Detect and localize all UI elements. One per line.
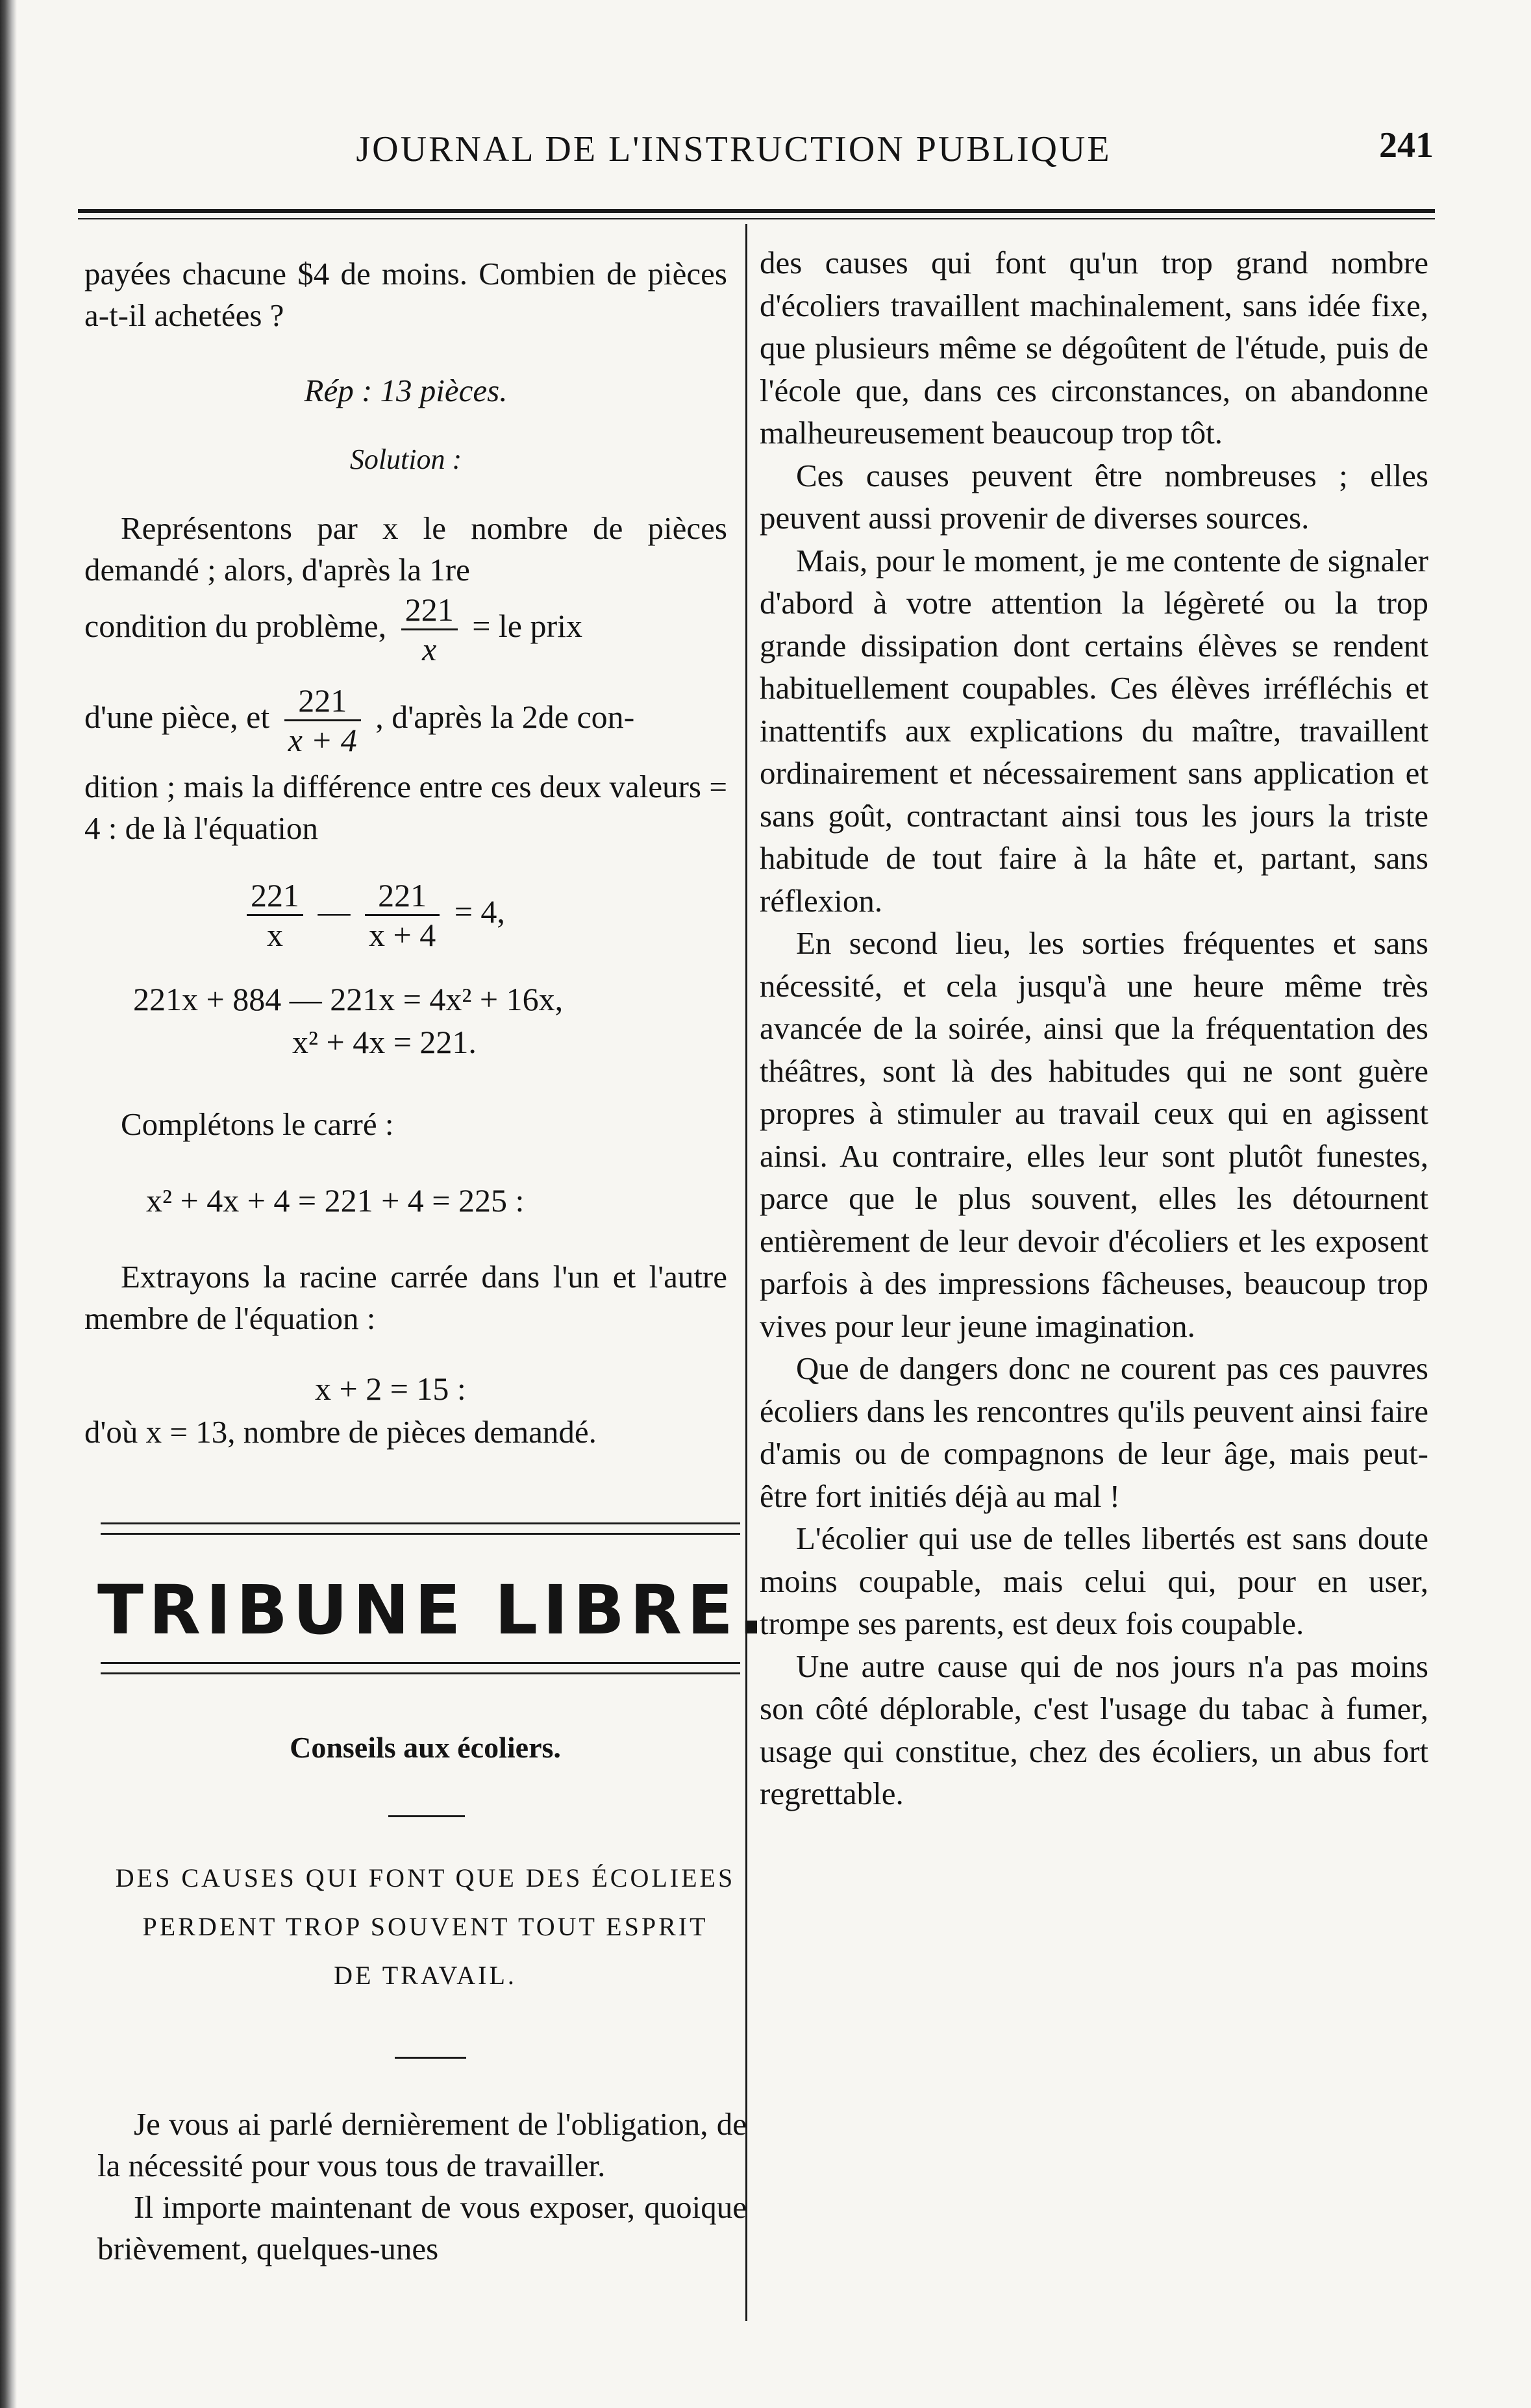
eq-fraction-a bbox=[247, 876, 303, 954]
article-title bbox=[97, 1727, 753, 1769]
right-p6: L'écolier qui use de telles libertés est sans doute moins coupable, mais celui qui, pour en user, trompe ses parents, est deux fois coupable. bbox=[760, 1521, 1428, 1641]
column-divider bbox=[745, 224, 747, 2321]
section-rule-bottom-1 bbox=[101, 1662, 740, 1664]
right-p1: des causes qui font qu'un trop grand nombre d'écoliers travaillent machinalement, sans idée fixe, que plusieurs même se dégoûtent de l'étude, puis de l'école que, dans ces circonstances, on abandonne malheureusement beaucoup trop tôt. bbox=[760, 245, 1428, 451]
right-p4: En second lieu, les sorties fréquentes et sans nécessité, et cela jusqu'à une heure même très avancée de la soirée, ainsi que la fréquentation des théâtres, sont là des habitudes qui ne sont guère propres à stimuler au travail ceux qui en agissent ainsi. Au contraire, elles leur sont plutôt funestes, parce que le plus souvent, elles les détournent entièrement de leur devoir d'écoliers et les exposent parfois à des impressions fâcheuses, beaucoup trop vives pour leur jeune imagination. bbox=[760, 925, 1428, 1344]
frac2-den: x + 4 bbox=[288, 722, 357, 758]
piece-suffix: , d'après la 2de con- bbox=[375, 698, 635, 735]
minus-sign: — bbox=[317, 893, 351, 930]
frac1-num: 221 bbox=[401, 591, 458, 630]
article-title-text: Conseils aux écoliers. bbox=[290, 1731, 561, 1764]
right-p2: Ces causes peuvent être nombreuses ; elles peuvent aussi provenir de diverses sources. bbox=[760, 457, 1428, 536]
body1-text: Je vous ai parlé dernièrement de l'obligation, de la nécessité pour vous tous de travailler. bbox=[97, 2106, 747, 2183]
answer bbox=[84, 370, 727, 412]
solution-label-text: Solution : bbox=[349, 443, 462, 475]
para2-text: dition ; mais la différence entre ces deux valeurs = 4 : de là l'équation bbox=[84, 769, 727, 846]
eq-frac-b-den: x + 4 bbox=[369, 917, 436, 953]
result-text: d'où x = 13, nombre de pièces demandé. bbox=[84, 1414, 597, 1450]
intro-text: payées chacune $4 de moins. Combien de pièces a-t-il achetées ? bbox=[84, 256, 727, 333]
subhead-line1: DES CAUSES QUI FONT QUE DES ÉCOLIEES bbox=[115, 1863, 736, 1893]
title-short-rule-2 bbox=[395, 2057, 466, 2059]
page-number: 241 bbox=[1379, 125, 1434, 166]
frac1-den: x bbox=[422, 631, 437, 667]
equation-5: x + 2 = 15 : bbox=[315, 1371, 466, 1407]
fraction-221-over-x-plus-4 bbox=[284, 682, 361, 759]
section-rule-bottom-2 bbox=[101, 1672, 740, 1674]
piece-line bbox=[84, 682, 634, 759]
eq-frac-a-num: 221 bbox=[247, 876, 303, 916]
section-rule-top-1 bbox=[101, 1522, 740, 1524]
right-p3: Mais, pour le moment, je me contente de signaler d'abord à votre attention la légèreté ou la trop grande dissipation dont certains élèves se rendent habituellement coupables. Ces élèves irréfléchis et inattentifs aux explications du maître, travaillent ordinairement et nécessairement sans application et sans goût, contractant ainsi tous les jours la triste habitude de tout faire à la hâte et, partant, sans réflexion. bbox=[760, 542, 1428, 919]
body2-text: Il importe maintenant de vous exposer, quoique brièvement, quelques-unes bbox=[97, 2189, 747, 2266]
complete-text: Complétons le carré : bbox=[121, 1106, 394, 1142]
right-p7: Une autre cause qui de nos jours n'a pas moins son côté déplorable, c'est l'usage du tabac à fumer, usage qui constitue, chez des écoliers, un abus fort regrettable. bbox=[760, 1648, 1428, 1811]
equation-4: x² + 4x + 4 = 221 + 4 = 225 : bbox=[146, 1182, 525, 1219]
right-p5: Que de dangers donc ne courent pas ces pauvres écoliers dans les rencontres qu'ils peuvent ainsi faire d'amis ou de compagnons de leur âge, mais peut-être fort initiés déjà au mal ! bbox=[760, 1350, 1428, 1514]
eq-rhs: = 4, bbox=[454, 893, 505, 930]
complete-square bbox=[84, 1104, 727, 1145]
binding-edge bbox=[0, 0, 17, 2408]
cond-suffix: = le prix bbox=[472, 607, 583, 644]
equation-fractions bbox=[240, 876, 505, 954]
title-short-rule-1 bbox=[388, 1815, 465, 1817]
fraction-221-over-x bbox=[401, 591, 458, 668]
solution-label bbox=[84, 439, 727, 480]
subhead-line2: PERDENT TROP SOUVENT TOUT ESPRIT bbox=[142, 1912, 708, 1941]
extract-text: Extrayons la racine carrée dans l'un et l'autre membre de l'équation : bbox=[84, 1259, 727, 1336]
eq-fraction-b bbox=[365, 876, 440, 954]
left-intro bbox=[84, 253, 727, 336]
solution-para2 bbox=[84, 766, 727, 849]
result bbox=[84, 1411, 727, 1453]
header-rule-thick bbox=[78, 209, 1435, 213]
cond-prefix: condition du problème, bbox=[84, 607, 387, 644]
extract-root bbox=[84, 1256, 727, 1339]
equation-2: 221x + 884 — 221x = 4x² + 16x, bbox=[133, 981, 564, 1017]
right-column bbox=[760, 242, 1428, 1815]
para1-text: Représentons par x le nombre de pièces demandé ; alors, d'après la 1re bbox=[84, 510, 727, 588]
header-rule-thin bbox=[78, 218, 1435, 219]
equation-3: x² + 4x = 221. bbox=[292, 1024, 477, 1060]
condition-line bbox=[84, 591, 582, 668]
article-body-left bbox=[97, 2104, 747, 2270]
section-rule-top-2 bbox=[101, 1533, 740, 1535]
tribune-libre-heading: TRIBUNE LIBRE. bbox=[97, 1570, 769, 1650]
eq-frac-a-den: x bbox=[267, 917, 283, 953]
eq-frac-b-num: 221 bbox=[365, 876, 440, 916]
running-title: JOURNAL DE L'INSTRUCTION PUBLIQUE bbox=[356, 129, 1112, 169]
frac2-num: 221 bbox=[284, 682, 361, 721]
piece-prefix: d'une pièce, et bbox=[84, 698, 270, 735]
solution-para1 bbox=[84, 508, 727, 591]
subhead-line3: DE TRAVAIL. bbox=[334, 1961, 517, 1990]
answer-text: Rép : 13 pièces. bbox=[304, 373, 508, 408]
